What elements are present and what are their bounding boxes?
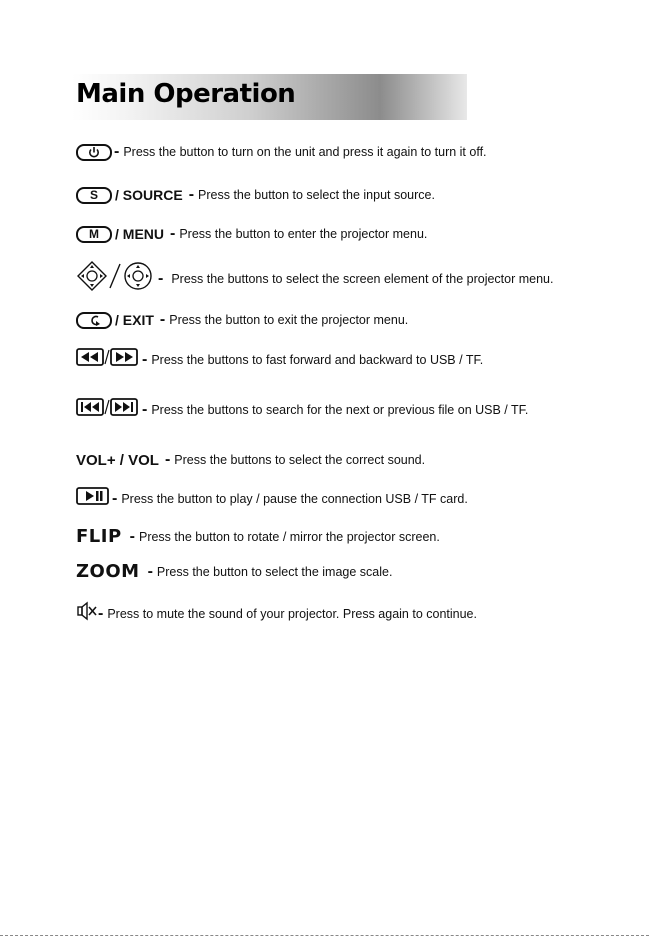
dpad-icon bbox=[76, 260, 156, 297]
item-skip: - Press the buttons to search for the next or previous file on USB / TF. bbox=[76, 398, 528, 421]
item-menu: M / MENU - Press the button to enter the projector menu. bbox=[76, 225, 427, 243]
mute-icon bbox=[76, 600, 98, 627]
source-key-icon: S bbox=[76, 187, 112, 204]
item-flip: FLIP - Press the button to rotate / mirror the projector screen. bbox=[76, 526, 440, 547]
item-mute: - Press to mute the sound of your projector. Press again to continue. bbox=[76, 600, 477, 627]
power-icon bbox=[76, 144, 112, 161]
page-bottom-border bbox=[0, 935, 649, 936]
item-exit: / EXIT - Press the button to exit the projector menu. bbox=[76, 311, 408, 329]
item-volume: VOL+ / VOL - Press the buttons to select the correct sound. bbox=[76, 451, 426, 469]
item-navigation: - Press the buttons to select the screen element of the projector menu. bbox=[76, 260, 553, 297]
skip-prev-next-icon bbox=[76, 398, 140, 421]
item-power: - Press the button to turn on the unit and press it again to turn it off. bbox=[76, 143, 487, 161]
item-play-pause: - Press the button to play / pause the connection USB / TF card. bbox=[76, 487, 468, 510]
section-title-banner bbox=[72, 74, 467, 120]
section-title: Main Operation bbox=[76, 79, 296, 109]
item-fast-forward: - Press the buttons to fast forward and backward to USB / TF. bbox=[76, 348, 483, 371]
menu-key-icon: M bbox=[76, 226, 112, 243]
item-zoom: ZOOM - Press the button to select the image scale. bbox=[76, 561, 393, 582]
item-source: S / SOURCE - Press the button to select the input source. bbox=[76, 186, 435, 204]
fast-forward-rewind-icon bbox=[76, 348, 140, 371]
return-icon bbox=[76, 312, 112, 329]
play-pause-icon bbox=[76, 487, 110, 510]
